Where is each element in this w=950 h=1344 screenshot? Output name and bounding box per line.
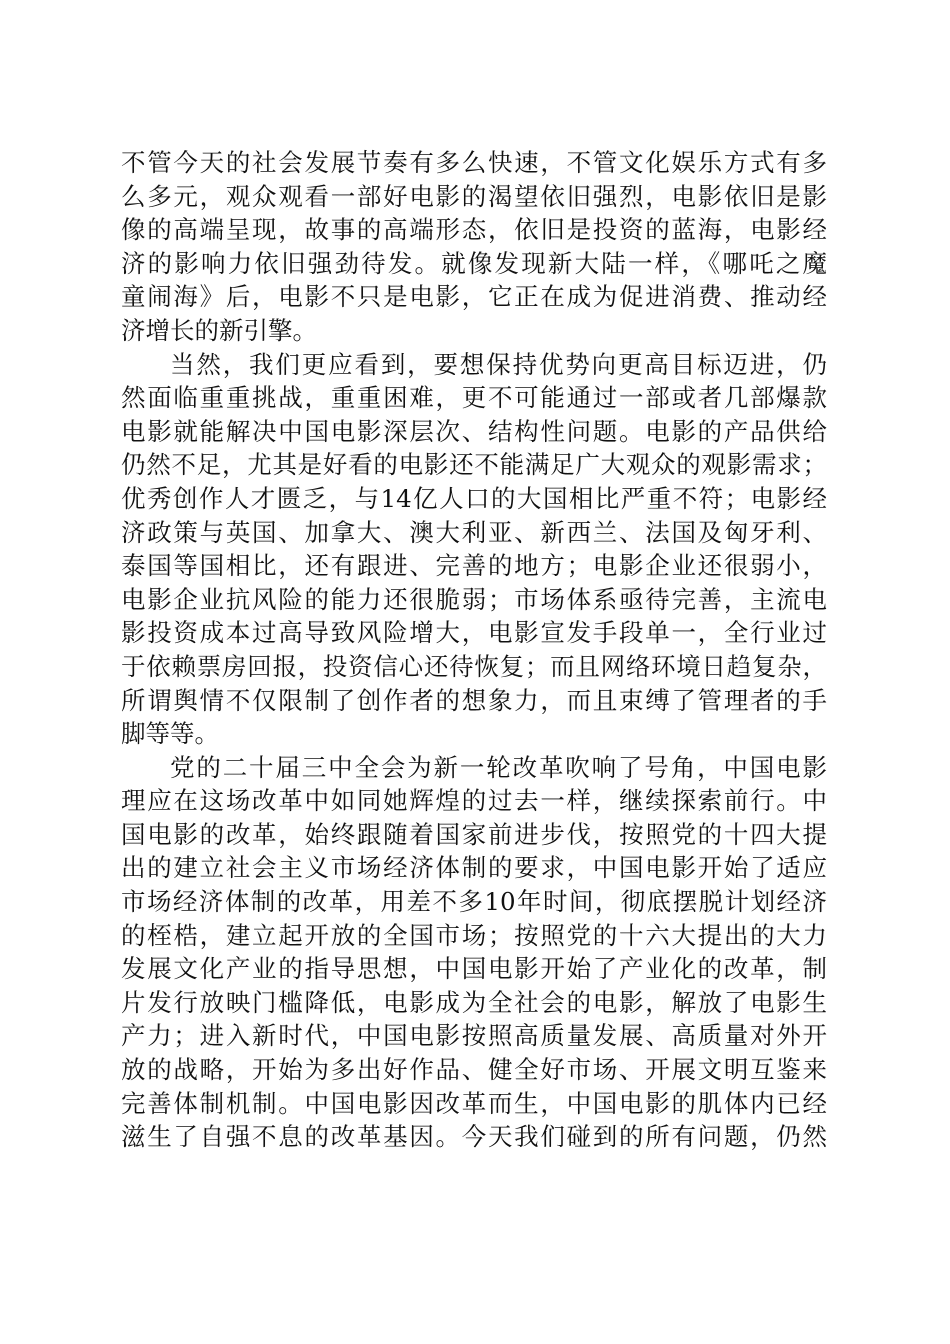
text-line: 所谓舆情不仅限制了创作者的想象力，而且束缚了管理者的手 <box>121 685 827 715</box>
paragraph-3 <box>121 751 827 1154</box>
text-line: 放的战略，开始为多出好作品、健全好市场、开展文明互鉴来 <box>121 1055 827 1085</box>
text-line: 党的二十届三中全会为新一轮改革吹响了号角，中国电影 <box>170 752 827 782</box>
text-line: 电影企业抗风险的能力还很脆弱；市场体系亟待完善，主流电 <box>121 584 827 614</box>
text-line: 电影就能解决中国电影深层次、结构性问题。电影的产品供给 <box>121 416 827 446</box>
text-line: 影投资成本过高导致风险增大，电影宣发手段单一，全行业过 <box>121 618 827 648</box>
text-line: 不管今天的社会发展节奏有多么快速，不管文化娱乐方式有多 <box>121 148 827 177</box>
text-line: 优秀创作人才匮乏，与14亿人口的大国相比严重不符；电影经 <box>121 483 827 513</box>
text-line: 然面临重重挑战，重重困难，更不可能通过一部或者几部爆款 <box>121 383 827 413</box>
text-line: 泰国等国相比，还有跟进、完善的地方；电影企业还很弱小， <box>121 551 827 581</box>
text-line: 济增长的新引擎。 <box>121 315 317 345</box>
text-line: 于依赖票房回报，投资信心还待恢复；而且网络环境日趋复杂， <box>121 651 827 681</box>
text-line: 国电影的改革，始终跟随着国家前进步伐，按照党的十四大提 <box>121 819 827 849</box>
text-line: 当然，我们更应看到，要想保持优势向更高目标迈进，仍 <box>170 349 827 379</box>
text-line: 产力；进入新时代，中国电影按照高质量发展、高质量对外开 <box>121 1021 827 1051</box>
text-line: 济政策与英国、加拿大、澳大利亚、新西兰、法国及匈牙利、 <box>121 517 827 547</box>
text-line: 童闹海》后，电影不只是电影，它正在成为促进消费、推动经 <box>121 282 827 312</box>
text-line: 出的建立社会主义市场经济体制的要求，中国电影开始了适应 <box>121 853 827 883</box>
text-line: 滋生了自强不息的改革基因。今天我们碰到的所有问题，仍然 <box>121 1122 827 1152</box>
text-line: 像的高端呈现，故事的高端形态，依旧是投资的蓝海，电影经 <box>121 215 827 245</box>
text-line: 理应在这场改革中如同她辉煌的过去一样，继续探索前行。中 <box>121 786 827 816</box>
text-line: 济的影响力依旧强劲待发。就像发现新大陆一样，《哪吒之魔 <box>121 248 827 278</box>
text-line: 市场经济体制的改革，用差不多10年时间，彻底摆脱计划经济 <box>121 887 827 917</box>
text-line: 片发行放映门槛降低，电影成为全社会的电影，解放了电影生 <box>121 987 827 1017</box>
paragraph-1 <box>121 146 827 348</box>
text-line: 仍然不足，尤其是好看的电影还不能满足广大观众的观影需求； <box>121 450 827 480</box>
text-line: 发展文化产业的指导思想，中国电影开始了产业化的改革，制 <box>121 954 827 984</box>
text-line: 么多元，观众观看一部好电影的渴望依旧强烈，电影依旧是影 <box>121 181 827 211</box>
text-line: 脚等等。 <box>121 719 219 749</box>
document-page <box>121 146 827 1154</box>
paragraph-2 <box>121 348 827 751</box>
text-line: 完善体制机制。中国电影因改革而生，中国电影的肌体内已经 <box>121 1088 827 1118</box>
text-line: 的桎梏，建立起开放的全国市场；按照党的十六大提出的大力 <box>121 920 827 950</box>
